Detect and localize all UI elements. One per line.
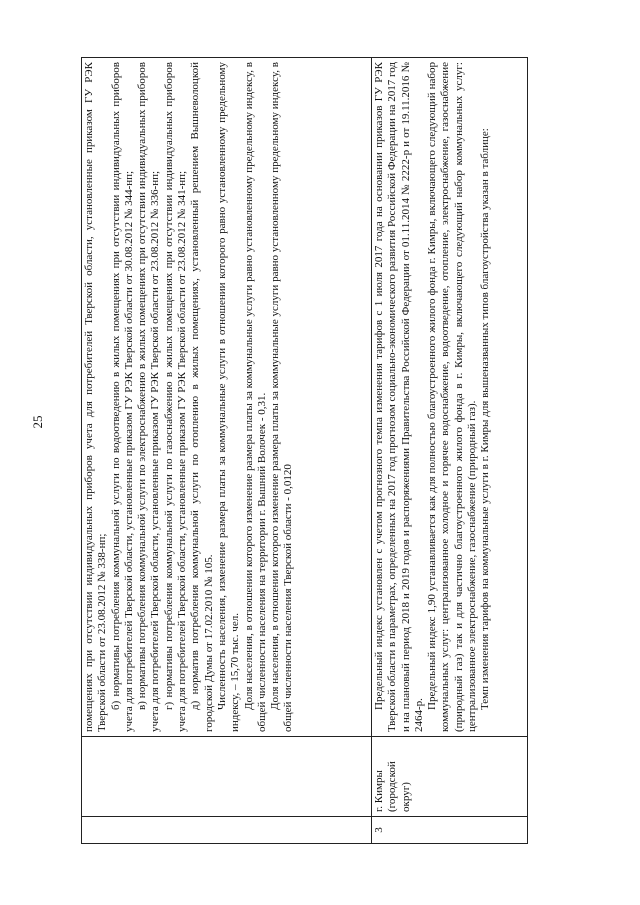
rotated-page-content — [81, 58, 528, 844]
paragraph: в) нормативы потребления коммунальной услуги по электроснабжению в жилых помещениях при отсутствии индивидуальных приборов учета для потребителей Тверской области, установленные приказом ГУ РЭК Тверской области от 23.08.2012 № 336-нп; — [136, 62, 162, 732]
description-cell — [372, 58, 528, 737]
paragraph: Доля населения, в отношении которого изменение размера платы за коммунальные услуги равно установленному предельному индексу, в общей численности населения на территории г. Вышний Волочек - 0,31. — [242, 62, 268, 732]
municipality-cell: г. Кимры (городской округ) — [372, 737, 528, 817]
row-number: 3 — [372, 817, 528, 844]
paragraph: Доля населения, в отношении которого изменение размера платы за коммунальные услуги равно установленному предельному индексу, в общей численности населения Тверской области - 0,0120 — [269, 62, 295, 732]
paragraph: Предельный индекс установлен с учетом прогнозного темпа изменения тарифов с 1 июля 2017 года на основании приказов ГУ РЭК Тверской области в параметрах, определенных на 2017 год прогнозом социально-экономического развития Российской Федерации на 2017 год и на плановый период 2018 и 2019 годов и распоряжениями Правительства Российской Федерации от 01.11.2014 № 2222-р и от 19.11.2016 № 2464-р. — [373, 62, 425, 732]
paragraph: Численность населения, изменение размера платы за коммунальные услуги в отношении которого равно установленному предельному индексу, – 15,70 тыс. чел. — [215, 62, 242, 732]
description-cell — [82, 58, 372, 737]
table-row — [82, 58, 372, 844]
tariff-table — [81, 57, 528, 844]
paragraph: г) нормативы потребления коммунальной услуги по газоснабжению в жилых помещениях при отсутствии индивидуальных приборов учета для потребителей Тверской области, установленные приказом ГУ РЭК Тверской области от 23.08.2012 № 341-нп; — [162, 62, 189, 732]
paragraph: б) нормативы потребления коммунальной услуги по водоотведению в жилых помещениях при отсутствии индивидуальных приборов учета для потребителей Тверской области, установленные приказом ГУ РЭК Тверской области от 30.08.2012 № 344-нп; — [109, 62, 135, 732]
table-row — [372, 58, 528, 844]
row-number — [82, 817, 372, 844]
page-number: 25 — [30, 415, 45, 429]
paragraph: д) норматив потребления коммунальной услуги по отоплению в жилых помещениях, установленный решением Вышневолоцкой городской Думы от 17.02.2010 № 105. — [189, 62, 215, 732]
paragraph: Предельный индекс 1,90 устанавливается как для полностью благоустроенного жилого фонда г. Кимры, включающего следующий набор коммунальных услуг: централизованное холодное и горячее водоснабжение, водоотведение, отопление, электроснабжение, газоснабжение (природный газ) так и для частично благоустроенного жилого фонда в г. Кимры, включающего следующий набор коммунальных услуг: централизованное электроснабжение, газоснабжение (природный газ). — [426, 62, 479, 732]
paragraph: помещениях при отсутствии индивидуальных приборов учета для потребителей Тверской области, установленные приказом ГУ РЭК Тверской области от 23.08.2012 № 338-нп; — [83, 62, 109, 732]
municipality-cell — [82, 737, 372, 817]
paragraph: Темп изменения тарифов на коммунальные услуги в г. Кимры для вышеназванных типов благоустройства указан в таблице: — [479, 128, 492, 710]
